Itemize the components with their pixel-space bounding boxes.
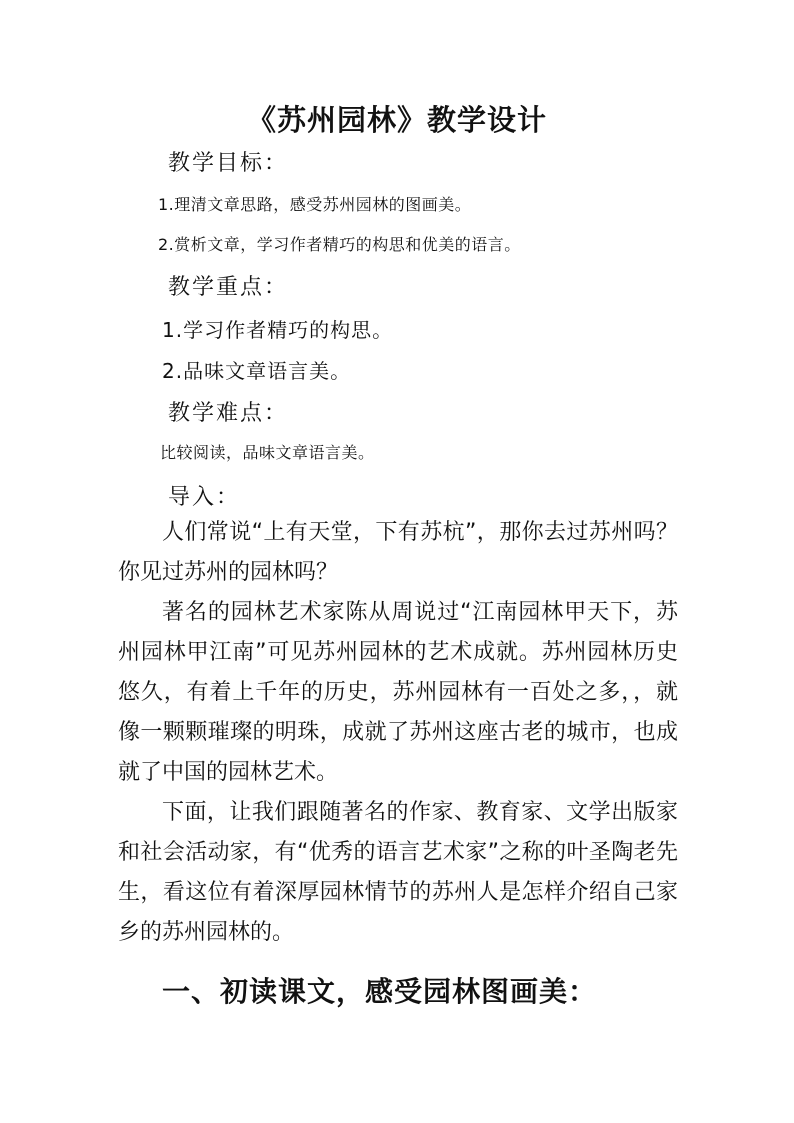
- key-point-item-2: 2.品味文章语言美。: [162, 359, 352, 383]
- document-title: 《苏州园林》教学设计: [246, 103, 547, 137]
- difficulty-heading: 教学难点：: [168, 401, 289, 426]
- intro-paragraph-2: 著名的园林艺术家陈从周说过“江南园林甲天下，苏州园林甲江南”可见苏州园林的艺术成就。苏州园林历史悠久，有着上千年的历史，苏州园林有一百处之多，，就像一颗颗璀璨的明珠，成就了苏州这座古老的城市，也成就了中国的园林艺术。: [118, 600, 678, 785]
- intro-heading: 导入：: [168, 485, 241, 510]
- objectives-heading: 教学目标：: [168, 151, 289, 176]
- key-points-heading: 教学重点：: [168, 275, 289, 300]
- intro-paragraph-1: 人们常说“上有天堂，下有苏杭”，那你去过苏州吗？你见过苏州的园林吗？: [118, 520, 678, 585]
- section-one-heading: 一、初读课文，感受园林图画美：: [162, 975, 598, 1008]
- objective-item-1: 1.理清文章思路，感受苏州园林的图画美。: [158, 195, 472, 214]
- key-point-item-1: 1.学习作者精巧的构思。: [162, 318, 394, 342]
- objective-item-2: 2.赏析文章，学习作者精巧的构思和优美的语言。: [158, 235, 521, 254]
- difficulty-text: 比较阅读，品味文章语言美。: [160, 443, 375, 462]
- intro-paragraph-3: 下面，让我们跟随著名的作家、教育家、文学出版家和社会活动家，有“优秀的语言艺术家”之称的叶圣陶老先生，看这位有着深厚园林情节的苏州人是怎样介绍自己家乡的苏州园林的。: [118, 800, 678, 945]
